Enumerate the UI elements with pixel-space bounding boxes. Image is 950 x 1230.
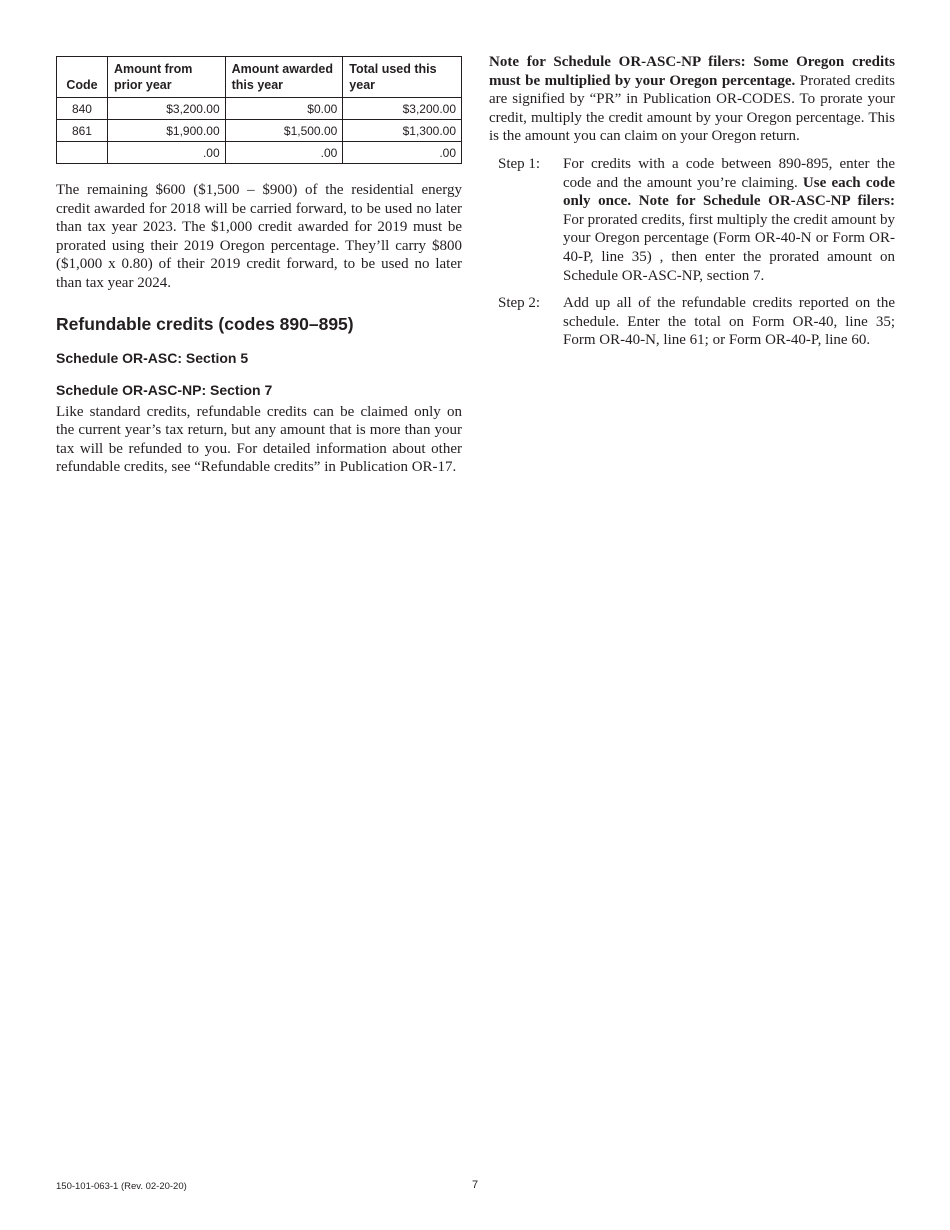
cell-code: 861: [57, 120, 108, 142]
step-1-text: [563, 155, 895, 285]
header-amount-prior-year: Amount from prior year: [107, 57, 225, 98]
cell-awarded: $0.00: [225, 98, 343, 120]
subheading-or-asc-np: Schedule OR-ASC-NP: Section 7: [56, 381, 273, 398]
cell-prior: .00: [107, 142, 225, 164]
cell-awarded: .00: [225, 142, 343, 164]
step-1-label: Step 1:: [498, 155, 541, 172]
cell-prior: $3,200.00: [107, 98, 225, 120]
cell-awarded: $1,500.00: [225, 120, 343, 142]
cell-total: .00: [343, 142, 462, 164]
step-1-text-b: For prorated credits, first multiply the credit amount by your Oregon percentage (Form OR-40-N or Form OR-40-P, line 35) , then enter the prorated amount on Schedule OR-ASC-NP, section 7.: [563, 211, 896, 284]
credits-table: [56, 56, 462, 164]
subheading-or-asc: Schedule OR-ASC: Section 5: [56, 349, 249, 366]
section-heading: Refundable credits (codes 890–895): [56, 313, 354, 334]
step-2: [489, 294, 895, 350]
cell-prior: $1,900.00: [107, 120, 225, 142]
step-1-text-a: For credits with a code between 890-895, enter the code and the amount you’re claiming.: [563, 155, 895, 191]
note-text: Prorated credits are signified by “PR” in Publication OR-CODES. To prorate your credit, multiply the credit amount by your Oregon percentage. This is the amount you can claim on your Oregon return.: [489, 72, 895, 145]
table-row: [57, 98, 462, 120]
header-amount-awarded: Amount awarded this year: [225, 57, 343, 98]
left-column: [56, 56, 462, 477]
note-bold: Note for Schedule OR-ASC-NP filers: Some Oregon credits must be multiplied by your Oregon percentage.: [489, 54, 895, 89]
table-row: [57, 142, 462, 164]
right-column: [489, 53, 895, 350]
cell-code: 840: [57, 98, 108, 120]
header-code: Code: [57, 57, 108, 98]
cell-total: $1,300.00: [343, 120, 462, 142]
cell-total: $3,200.00: [343, 98, 462, 120]
refundable-paragraph: Like standard credits, refundable credits can be claimed only on the current year’s tax return, but any amount that is more than your tax will be refunded to you. For detailed information about other refundable credits, see “Refundable credits” in Publication OR-17.: [56, 403, 462, 476]
step-2-label: Step 2:: [498, 295, 541, 312]
cell-code: [57, 142, 108, 164]
note-paragraph: [489, 53, 895, 146]
step-2-text: Add up all of the refundable credits reported on the schedule. Enter the total on Form OR-40, line 35; Form OR-40-N, line 61; or Form OR-40-P, line 60.: [563, 295, 895, 349]
carryforward-paragraph: The remaining $600 ($1,500 – $900) of the residential energy credit awarded for 2018 will be carried forward, to be used no later than tax year 2023. The $1,000 credit awarded for 2019 must be prorated using their 2019 Oregon percentage. They’ll carry $800 ($1,000 x 0.80) of their 2019 credit forward, to be used no later than tax year 2024.: [56, 182, 462, 291]
table-row: [57, 120, 462, 142]
step-1: [489, 155, 895, 285]
header-total-used: Total used this year: [343, 57, 462, 98]
step-1-text-bold: Use each code only once. Note for Schedule OR-ASC-NP filers:: [563, 174, 895, 210]
page-number: 7: [471, 1179, 479, 1191]
table-header-row: [57, 57, 462, 98]
form-id: 150-101-063-1 (Rev. 02-20-20): [56, 1181, 187, 1192]
steps-list: [489, 155, 895, 350]
